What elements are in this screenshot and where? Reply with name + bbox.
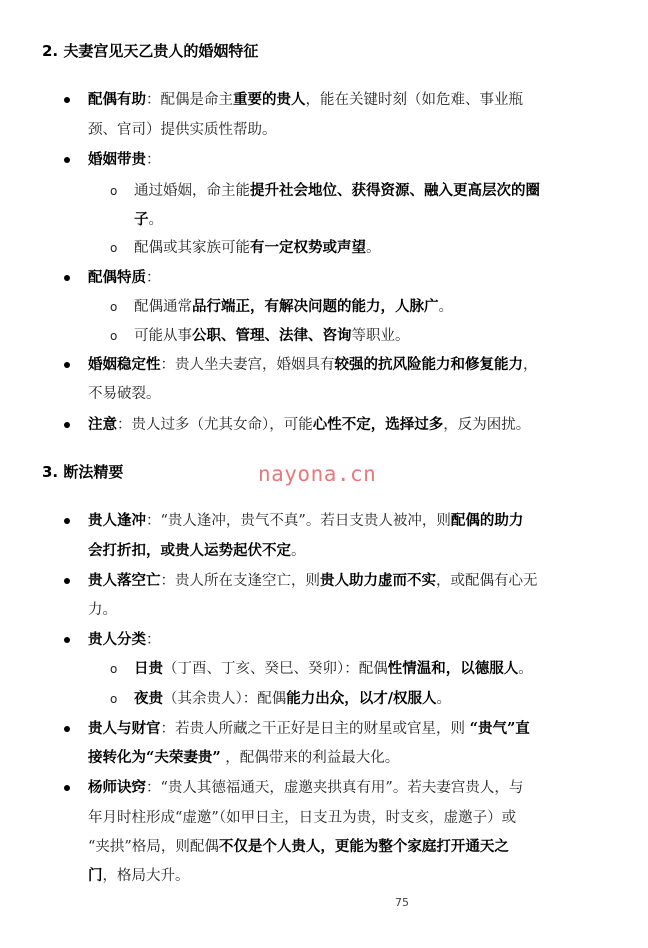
text-line bbox=[88, 384, 161, 404]
text-line bbox=[88, 355, 538, 375]
text-run: （其余贵人）：配偶 bbox=[163, 691, 287, 707]
sub-bullet-icon: o bbox=[110, 184, 118, 198]
bold-text: 能力出众，以才/权服人 bbox=[286, 690, 437, 707]
text-line bbox=[88, 268, 161, 288]
text-run: 可能从事 bbox=[134, 328, 192, 344]
bullet-icon bbox=[64, 578, 70, 584]
text-run: ，格局大升。 bbox=[102, 868, 190, 884]
text-run: ，配偶带来的利益最大化。 bbox=[220, 750, 400, 766]
bold-text: 贵人落空亡 bbox=[88, 572, 161, 589]
sub-bullet-icon: o bbox=[110, 241, 118, 255]
bullet-icon bbox=[64, 785, 70, 791]
bold-text: 有一定权势或声望 bbox=[250, 239, 366, 256]
text-line bbox=[88, 150, 161, 170]
bold-text: “贵气”直 bbox=[469, 720, 530, 737]
bold-text: 接转化为“夫荣妻贵” bbox=[88, 749, 221, 766]
bold-text: 贵人逢冲 bbox=[88, 512, 146, 529]
text-line bbox=[88, 808, 516, 828]
text-run: “夹拱”格局，则配偶 bbox=[88, 839, 219, 855]
bullet-icon bbox=[64, 275, 70, 281]
sub-bullet-icon: o bbox=[110, 692, 118, 706]
bold-text: 性情温和，以德服人 bbox=[387, 660, 519, 677]
text-line bbox=[88, 600, 117, 620]
text-run: 。 bbox=[148, 212, 163, 228]
bold-text: 夜贵 bbox=[134, 690, 163, 707]
text-run: 年月时柱形成“虚邀”（如甲日主，日支丑为贵，时支亥，虚邀子）或 bbox=[88, 810, 517, 826]
text-line bbox=[88, 90, 523, 110]
bold-text: 配偶有助 bbox=[88, 91, 146, 108]
watermark-text: nayona.cn bbox=[258, 462, 377, 486]
text-run: 。 bbox=[366, 240, 381, 256]
text-line bbox=[134, 659, 533, 679]
bold-text: 会打折扣，或贵人运势起伏不定 bbox=[88, 542, 291, 559]
text-line bbox=[88, 719, 530, 739]
text-run: ： bbox=[146, 632, 161, 648]
bold-text: 配偶特质 bbox=[88, 269, 146, 286]
bold-text: 日贵 bbox=[134, 660, 163, 677]
bold-text: 贵人分类 bbox=[88, 631, 146, 648]
text-run: 。 bbox=[518, 661, 533, 677]
bullet-icon bbox=[64, 637, 70, 643]
text-run: 力。 bbox=[88, 602, 117, 618]
text-line bbox=[88, 541, 306, 561]
bold-text: 心性不定，选择过多 bbox=[312, 416, 444, 433]
text-line bbox=[88, 866, 190, 886]
bold-text: 配偶的助力 bbox=[450, 512, 524, 529]
bold-text: 注意 bbox=[88, 416, 117, 433]
text-line bbox=[88, 511, 523, 531]
text-run: ：贵人坐夫妻宫，婚姻具有 bbox=[160, 357, 335, 373]
text-run: ： bbox=[146, 270, 161, 286]
bullet-icon bbox=[64, 518, 70, 524]
text-line bbox=[88, 120, 277, 140]
page-number: 75 bbox=[395, 896, 409, 909]
text-run: ，或配偶有心无 bbox=[436, 573, 538, 589]
bullet-icon bbox=[64, 97, 70, 103]
text-line bbox=[134, 181, 540, 201]
text-line bbox=[88, 571, 538, 591]
text-line bbox=[88, 630, 161, 650]
text-run: ： bbox=[146, 152, 161, 168]
text-line bbox=[134, 238, 381, 258]
bold-text: 婚姻带贵 bbox=[88, 151, 146, 168]
text-run: 颈、官司）提供实质性帮助。 bbox=[88, 122, 277, 138]
bullet-icon bbox=[64, 422, 70, 428]
text-run: 通过婚姻，命主能 bbox=[134, 183, 250, 199]
bold-text: 门 bbox=[88, 867, 103, 884]
text-line bbox=[134, 297, 453, 317]
text-line bbox=[88, 778, 523, 798]
bullet-icon bbox=[64, 726, 70, 732]
bold-text: 杨师诀窍 bbox=[88, 779, 146, 796]
text-run: 配偶通常 bbox=[134, 299, 192, 315]
text-line bbox=[134, 689, 451, 709]
text-run: 等职业。 bbox=[351, 328, 410, 344]
bold-text: 提升社会地位、获得资源、融入更高层次的圈 bbox=[250, 182, 540, 199]
bold-text: 不仅是个人贵人，更能为整个家庭打开通天之 bbox=[218, 838, 509, 855]
text-run: 配偶或其家族可能 bbox=[134, 240, 250, 256]
text-line bbox=[134, 210, 163, 230]
text-run: 。 bbox=[291, 543, 306, 559]
bold-text: 较强的抗风险能力和修复能力 bbox=[334, 356, 523, 373]
bold-text: 品行端正，有解决问题的能力，人脉广 bbox=[192, 298, 439, 315]
sub-bullet-icon: o bbox=[110, 329, 118, 343]
text-run: ：贵人所在支逢空亡，则 bbox=[160, 573, 320, 589]
sub-bullet-icon: o bbox=[110, 662, 118, 676]
text-run: ：配偶是命主 bbox=[146, 92, 233, 108]
text-run: ，反为困扰。 bbox=[443, 417, 531, 433]
text-run: ：贵人过多（尤其女命），可能 bbox=[117, 417, 313, 433]
bold-text: 贵人与财官 bbox=[88, 720, 161, 737]
text-run: ：“贵人其德福通天，虚邀夹拱真有用”。若夫妻宫贵人，与 bbox=[146, 780, 524, 796]
section-heading: 3. 断法精要 bbox=[42, 463, 124, 481]
text-line bbox=[88, 837, 509, 857]
bullet-icon bbox=[64, 157, 70, 163]
bold-text: 重要的贵人 bbox=[233, 91, 306, 108]
text-run: 。 bbox=[438, 299, 453, 315]
bold-text: 子 bbox=[134, 211, 149, 228]
bold-text: 贵人助力虚而不实 bbox=[320, 572, 436, 589]
section-heading: 2. 夫妻宫见天乙贵人的婚姻特征 bbox=[42, 42, 259, 60]
text-line bbox=[88, 748, 399, 768]
bold-text: 婚姻稳定性 bbox=[88, 356, 161, 373]
text-line bbox=[88, 415, 530, 435]
text-run: 不易破裂。 bbox=[88, 386, 161, 402]
bold-text: 公职、管理、法律、咨询 bbox=[192, 327, 352, 344]
text-run: ：若贵人所藏之干正好是日主的财星或官星，则 bbox=[160, 721, 470, 737]
bullet-icon bbox=[64, 362, 70, 368]
text-run: 。 bbox=[436, 691, 452, 707]
text-run: ，能在关键时刻（如危难、事业瓶 bbox=[305, 92, 523, 108]
text-line bbox=[134, 326, 410, 346]
text-run: ：“贵人逢冲，贵气不真”。若日支贵人被冲，则 bbox=[146, 513, 451, 529]
text-run: ， bbox=[523, 357, 538, 373]
sub-bullet-icon: o bbox=[110, 300, 118, 314]
text-run: （丁酉、丁亥、癸巳、癸卯）：配偶 bbox=[163, 661, 388, 677]
